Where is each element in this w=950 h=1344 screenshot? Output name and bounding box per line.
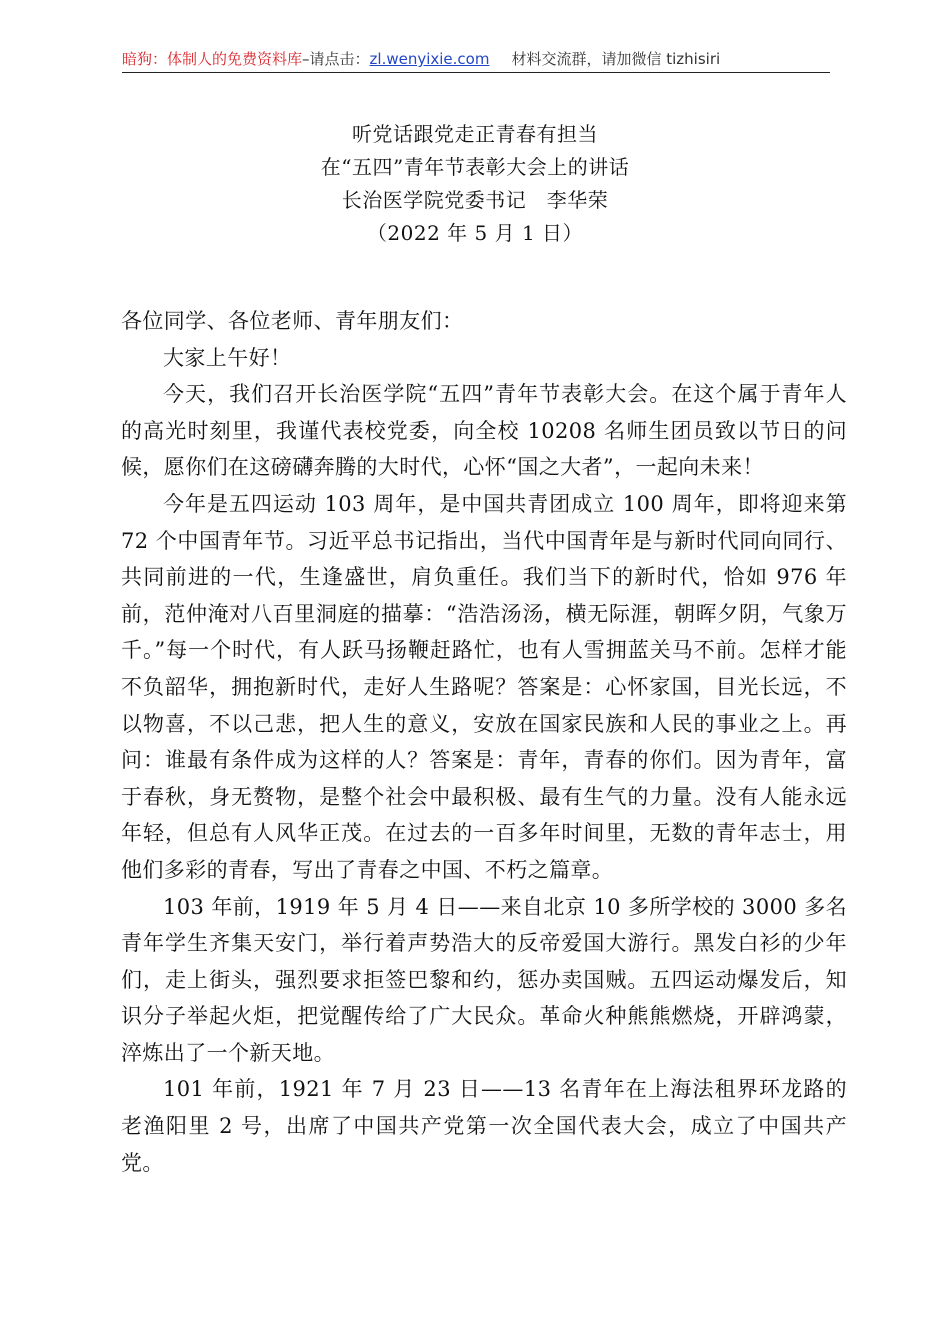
paragraph-2: 今年是五四运动 103 周年，是中国共青团成立 100 周年，即将迎来第 72 个中国青年节。习近平总书记指出，当代中国青年是与新时代同向同行、共同前进的一代，生逢盛世，肩负重任。我们当下的新时代，恰如 976 年前，范仲淹对八百里洞庭的描摹：“浩浩汤汤，横无际涯，朝晖夕阴，气象万千。”每一个时代，有人跃马扬鞭赶路忙，也有人雪拥蓝关马不前。怎样才能不负韶华，拥抱新时代，走好人生路呢？答案是：心怀家国，目光长远，不以物喜，不以己悲，把人生的意义，安放在国家民族和人民的事业之上。再问：谁最有条件成为这样的人？答案是：青年，青春的你们。因为青年，富于春秋，身无赘物，是整个社会中最积极、最有生气的力量。没有人能永远年轻，但总有人风华正茂。在过去的一百多年时间里，无数的青年志士，用他们多彩的青春，写出了青春之中国、不朽之篇章。 [121, 491, 847, 882]
paragraph-1: 今天，我们召开长治医学院“五四”青年节表彰大会。在这个属于青年人的高光时刻里，我谨代表校党委，向全校 10208 名师生团员致以节日的问候，愿你们在这磅礴奔腾的大时代，心怀“国之大者”，一起向未来！ [121, 382, 847, 480]
header-prompt: –请点击： [302, 50, 370, 68]
subtitle: 在“五四”青年节表彰大会上的讲话 [320, 155, 630, 179]
date-line: （2022 年 5 月 1 日） [366, 221, 584, 245]
page-header [122, 46, 830, 72]
document-body [121, 303, 847, 1181]
paragraph-4: 101 年前，1921 年 7 月 23 日——13 名青年在上海法租界环龙路的老渔阳里 2 号，出席了中国共产党第一次全国代表大会，成立了中国共产党。 [121, 1077, 847, 1175]
paragraph-3: 103 年前，1919 年 5 月 4 日——来自北京 10 多所学校的 3000 多名青年学生齐集天安门，举行着声势浩大的反帝爱国大游行。黑发白衫的少年们，走上街头，强烈要求拒签巴黎和约，惩办卖国贼。五四运动爆发后，知识分子举起火炬，把觉醒传给了广大民众。革命火种熊熊燃烧，开辟鸿蒙，淬炼出了一个新天地。 [121, 894, 847, 1065]
main-title: 听党话跟党走正青春有担当 [352, 122, 598, 146]
greeting: 大家上午好！ [163, 345, 292, 370]
header-divider [122, 72, 830, 73]
salutation: 各位同学、各位老师、青年朋友们： [121, 309, 464, 333]
author-line: 长治医学院党委书记 李华荣 [341, 188, 609, 212]
header-wechat-note: 材料交流群，请加微信 tizhisiri [511, 50, 721, 68]
title-block [0, 118, 950, 250]
header-brand: 暗狗：体制人的免费资料库 [122, 50, 303, 68]
header-link[interactable]: zl.wenyixie.com [369, 50, 490, 68]
